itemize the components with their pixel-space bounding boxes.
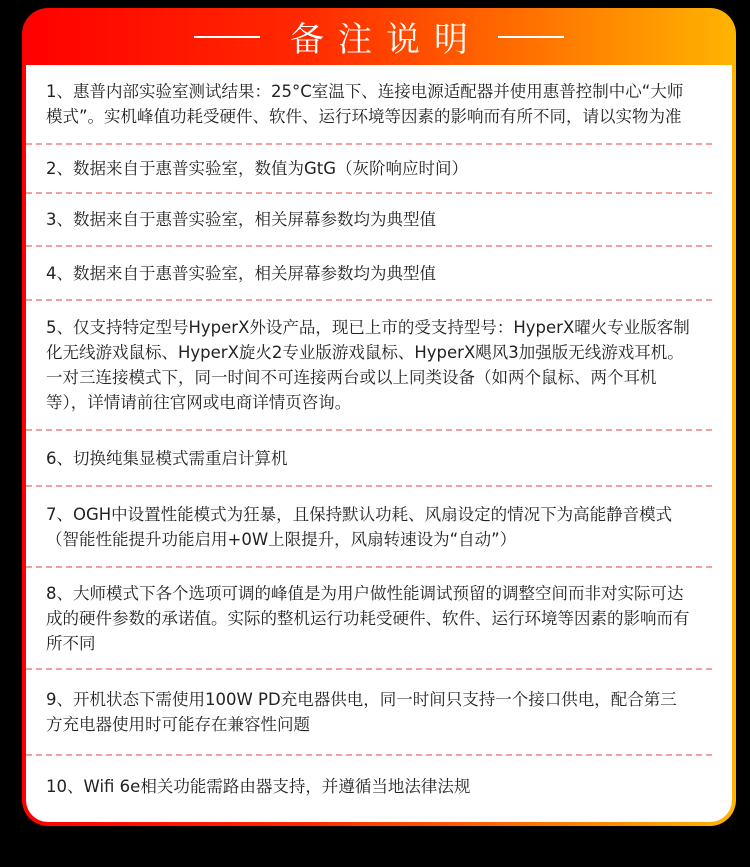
- note-text: 6、切换纯集显模式需重启计算机: [46, 448, 288, 468]
- note-text: 7、OGH中设置性能模式为狂暴，且保持默认功耗、风扇设定的情况下为高能静音模式（智能性能提升功能启用+0W上限提升，风扇转速设为“自动”）: [46, 504, 673, 549]
- notes-card: [22, 8, 736, 826]
- note-text: 10、Wifi 6e相关功能需路由器支持，并遵循当地法律法规: [46, 776, 471, 796]
- note-item: [26, 65, 712, 145]
- note-text: 2、数据来自于惠普实验室，数值为GtG（灰阶响应时间）: [46, 159, 469, 178]
- note-text: 9、开机状态下需使用100W PD充电器供电，同一时间只支持一个接口供电，配合第三方充电器使用时可能存在兼容性问题: [46, 690, 677, 734]
- title-divider-right: [498, 36, 564, 38]
- note-text: 5、仅支持特定型号HyperX外设产品，现已上市的受支持型号：HyperX曜火专业版客制化无线游戏鼠标、HyperX旋火2专业版游戏鼠标、HyperX飓风3加强版无线游戏耳机。一对三连接模式下，同一时间不可连接两台或以上同类设备（如两个鼠标、两个耳机等），详情请前往官网或电商详情页咨询。: [46, 318, 690, 412]
- note-item: [26, 670, 712, 756]
- note-text: 1、惠普内部实验室测试结果：25°C室温下、连接电源适配器并使用惠普控制中心“大师模式”。实机峰值功耗受硬件、软件、运行环境等因素的影响而有所不同，请以实物为准: [46, 82, 684, 126]
- note-text: 8、大师模式下各个选项可调的峰值是为用户做性能调试预留的调整空间而非对实际可达成的硬件参数的承诺值。实际的整机运行功耗受硬件、软件、运行环境等因素的影响而有所不同: [46, 583, 690, 653]
- notes-list: [26, 65, 732, 822]
- note-text: 3、数据来自于惠普实验室，相关屏幕参数均为典型值: [46, 210, 436, 229]
- note-item: [26, 431, 712, 487]
- title-divider-left: [194, 36, 260, 38]
- note-item: [26, 487, 712, 568]
- note-item: [26, 247, 712, 301]
- note-text: 4、数据来自于惠普实验室，相关屏幕参数均为典型值: [46, 263, 436, 283]
- note-item: [26, 301, 712, 431]
- notes-header: [22, 8, 736, 65]
- note-item: [26, 756, 712, 816]
- notes-title: 备注说明: [290, 20, 482, 60]
- note-item: [26, 194, 712, 247]
- note-item: [26, 145, 712, 194]
- note-item: [26, 568, 712, 670]
